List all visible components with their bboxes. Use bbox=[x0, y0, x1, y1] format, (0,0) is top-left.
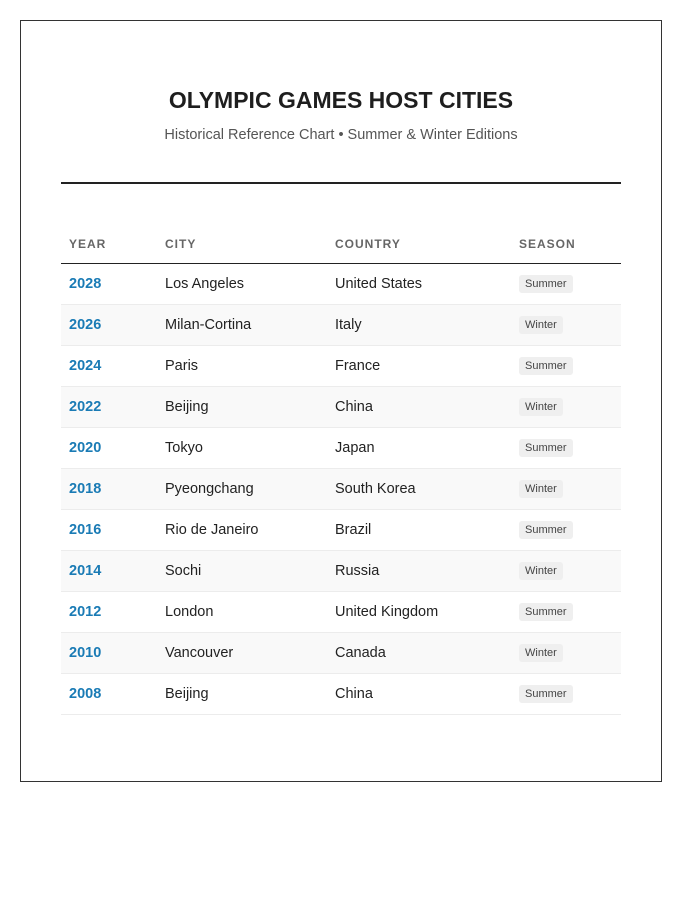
city-cell: Sochi bbox=[165, 563, 202, 579]
year-cell: 2008 bbox=[69, 686, 102, 702]
table-row bbox=[61, 551, 621, 592]
year-cell: 2012 bbox=[69, 604, 102, 620]
table-row bbox=[61, 469, 621, 510]
city-cell: Vancouver bbox=[165, 645, 234, 661]
city-cell: Los Angeles bbox=[165, 276, 245, 292]
country-cell: Canada bbox=[335, 645, 386, 661]
season-badge: Summer bbox=[519, 275, 573, 293]
year-cell: 2024 bbox=[69, 358, 102, 374]
country-cell: South Korea bbox=[335, 481, 416, 497]
season-badge: Winter bbox=[519, 398, 563, 416]
table-row bbox=[61, 346, 621, 387]
country-cell: Brazil bbox=[335, 522, 372, 538]
country-cell: Italy bbox=[335, 317, 362, 333]
title-divider bbox=[61, 182, 621, 184]
year-cell: 2020 bbox=[69, 440, 102, 456]
column-header-city: CITY bbox=[165, 237, 197, 251]
season-badge: Winter bbox=[519, 316, 563, 334]
table-row bbox=[61, 428, 621, 469]
city-cell: London bbox=[165, 604, 214, 620]
year-cell: 2022 bbox=[69, 399, 102, 415]
city-cell: Milan-Cortina bbox=[165, 317, 252, 333]
table-row bbox=[61, 633, 621, 674]
column-header-season: SEASON bbox=[519, 237, 576, 251]
city-cell: Beijing bbox=[165, 399, 209, 415]
season-badge: Summer bbox=[519, 357, 573, 375]
table-row bbox=[61, 305, 621, 346]
city-cell: Beijing bbox=[165, 686, 209, 702]
city-cell: Rio de Janeiro bbox=[165, 522, 259, 538]
country-cell: United States bbox=[335, 276, 423, 292]
season-badge: Summer bbox=[519, 521, 573, 539]
column-header-country: COUNTRY bbox=[335, 237, 401, 251]
country-cell: Russia bbox=[335, 563, 380, 579]
season-badge: Winter bbox=[519, 480, 563, 498]
table-body bbox=[61, 264, 621, 715]
year-cell: 2026 bbox=[69, 317, 102, 333]
city-cell: Paris bbox=[165, 358, 199, 374]
city-cell: Tokyo bbox=[165, 440, 203, 456]
season-badge: Winter bbox=[519, 562, 563, 580]
page-title: OLYMPIC GAMES HOST CITIES bbox=[168, 87, 514, 113]
country-cell: United Kingdom bbox=[335, 604, 439, 620]
year-cell: 2028 bbox=[69, 276, 102, 292]
document-card bbox=[20, 20, 662, 782]
season-badge: Summer bbox=[519, 439, 573, 457]
host-cities-table bbox=[61, 229, 621, 715]
country-cell: China bbox=[335, 686, 373, 702]
season-badge: Summer bbox=[519, 603, 573, 621]
table-row bbox=[61, 674, 621, 715]
city-cell: Pyeongchang bbox=[165, 481, 254, 497]
column-header-year: YEAR bbox=[69, 237, 107, 251]
table-row bbox=[61, 510, 621, 551]
season-badge: Winter bbox=[519, 644, 563, 662]
table-row bbox=[61, 264, 621, 305]
table-header-row bbox=[61, 229, 621, 264]
year-cell: 2010 bbox=[69, 645, 102, 661]
country-cell: China bbox=[335, 399, 373, 415]
year-cell: 2014 bbox=[69, 563, 102, 579]
year-cell: 2018 bbox=[69, 481, 102, 497]
page-subtitle: Historical Reference Chart • Summer & Winter Editions bbox=[164, 127, 518, 143]
table-row bbox=[61, 387, 621, 428]
year-cell: 2016 bbox=[69, 522, 102, 538]
country-cell: Japan bbox=[335, 440, 375, 456]
country-cell: France bbox=[335, 358, 381, 374]
season-badge: Summer bbox=[519, 685, 573, 703]
table-row bbox=[61, 592, 621, 633]
